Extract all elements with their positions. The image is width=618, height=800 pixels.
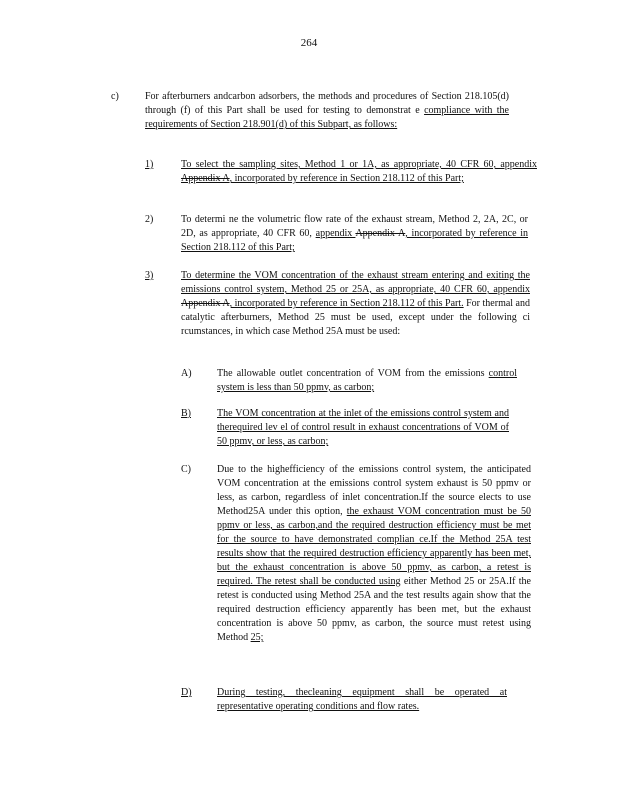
item-2-amended-b: , incorporated by reference in Section 218.112 of this Part; — [181, 228, 529, 253]
subitem-c-text-a: Due to the highefficiency of the emissions control system, the anticipated VOM concentration at the emissions control system exhaust is 50 ppmv or less, as carbon, regardless of inlet concentration.If the source elects to use Method25A under this option, — [217, 464, 531, 517]
subitem-d-text: During testing, thecleaning equipment shall be operated at representative operating conditions and flow rates. — [217, 687, 507, 712]
paragraph-c-amended-text: compliance with the requirements of Section 218.901(d) of this Subpart, as follows: — [145, 105, 509, 130]
page-number: 264 — [300, 37, 318, 49]
item-3-text-b: , incorporated by reference in Section 218.112 of this Part. — [229, 298, 464, 309]
subitem-c-text-b: either Method 25 or 25A.If the retest is conducted using Method 25A and the test results again show that the required destruction efficiency apparently has been met, but the exhaust concentration is above 50 ppmv, as carbon, the source must retest using Method — [217, 576, 531, 643]
item-3-strikethrough: Appendix A — [181, 298, 230, 309]
item-2-label: 2) — [145, 214, 154, 225]
subitem-b-label: B) — [181, 408, 191, 419]
subitem-d — [217, 686, 507, 714]
subitem-a-text: The allowable outlet concentration of VOM from the emissions — [217, 368, 489, 379]
item-2-text-a: To determi ne the volumetric flow rate of the exhaust stream, Method 2, 2A, 2C, or 2D, as appropriate, 40 CFR 60, — [181, 214, 528, 239]
item-3-label: 3) — [145, 270, 154, 281]
paragraph-c-text: For afterburners andcarbon adsorbers, the methods and procedures of Section 218.105(d) through (f) of this Part shall be used for testing to demonstrat e — [145, 91, 509, 116]
item-3-text-c: For thermal and catalytic afterburners, Method 25 must be used, except under the following ci rcumstances, in which case Method 25A must be used: — [181, 298, 530, 337]
subitem-c-amended-b: 25; — [250, 632, 264, 643]
item-1-text-a: To select the sampling sites, Method 1 or 1A, as appropriate, 40 CFR 60, appendix — [181, 159, 537, 170]
subitem-c-label: C) — [181, 464, 191, 475]
paragraph-c-label: c) — [111, 91, 119, 102]
subitem-b — [217, 407, 509, 449]
subitem-c — [217, 463, 531, 645]
item-2-strikethrough: Appendix A — [355, 228, 406, 239]
item-1 — [181, 158, 537, 186]
subitem-a — [217, 367, 517, 395]
subitem-a-label: A) — [181, 368, 192, 379]
item-1-label: 1) — [145, 159, 154, 170]
item-1-text-b: , incorporated by reference in Section 218.112 of this Part; — [229, 173, 464, 184]
subitem-a-amended: control system is less than 50 ppmv, as carbon; — [217, 368, 517, 393]
paragraph-c — [145, 90, 509, 132]
item-1-strikethrough: Appendix A — [181, 173, 230, 184]
subitem-b-text: The VOM concentration at the inlet of the emissions control system and therequired lev el of control result in exhaust concentrations of VOM of 50 ppmv, or less, as carbon; — [217, 408, 509, 447]
subitem-c-amended-a: the exhaust VOM concentration must be 50 ppmv or less, as carbon,and the required destruction efficiency must be met for the source to have demonstrated complian ce.If the Method 25A test results show that the required destruction efficiency apparently has been met, but the exhaust concentration is above 50 ppmv, as carbon, a retest is required. The retest shall be conducted using — [217, 506, 531, 587]
item-3-text-a: To determine the VOM concentration of the exhaust stream entering and exiting the emissions control system, Method 25 or 25A, as appropriate, 40 CFR 60, appendix — [181, 270, 530, 295]
subitem-d-label: D) — [181, 687, 192, 698]
item-2 — [181, 213, 528, 255]
item-2-amended-a: appendix — [315, 228, 356, 239]
item-3 — [181, 269, 530, 339]
